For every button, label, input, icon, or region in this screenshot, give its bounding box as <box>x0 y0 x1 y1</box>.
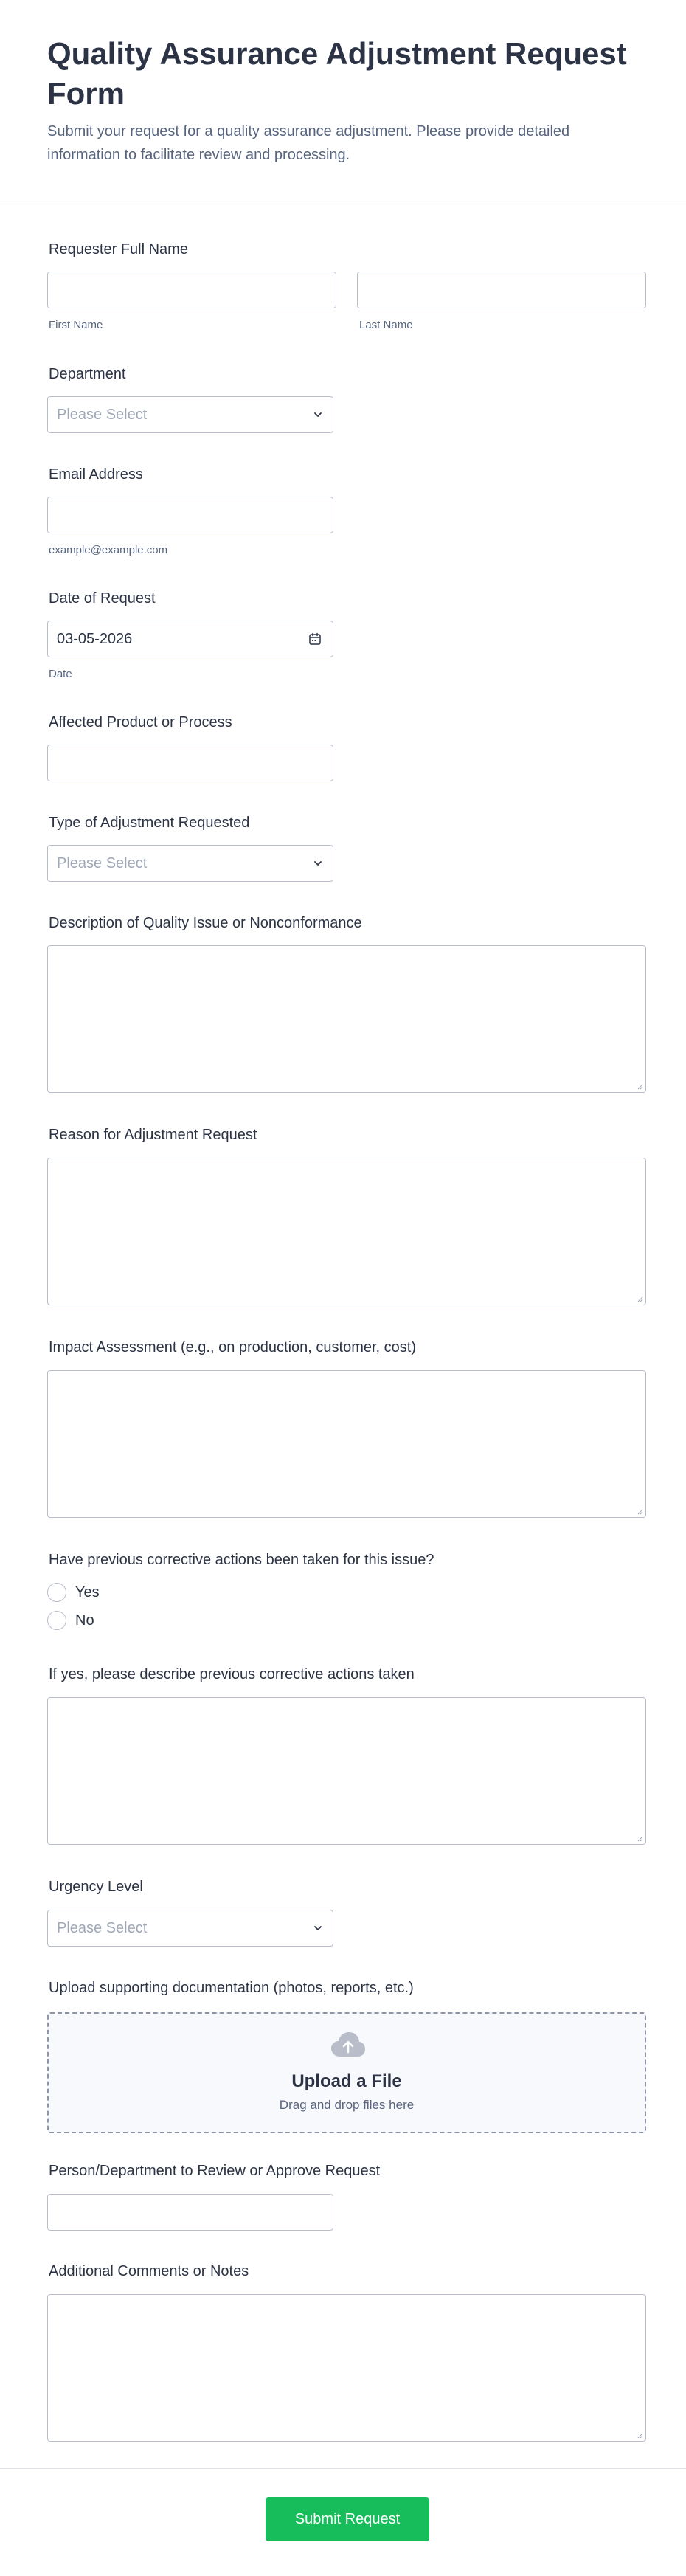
comments-textarea[interactable] <box>47 2294 646 2442</box>
adjustment-type-selected-value: Please Select <box>57 855 148 871</box>
reviewer-input[interactable] <box>48 2195 333 2230</box>
resize-grip-icon[interactable] <box>636 1834 643 1842</box>
previous-actions-description-label: If yes, please describe previous corrective actions taken <box>49 1666 415 1682</box>
date-value: 03-05-2026 <box>57 631 133 647</box>
chevron-down-icon <box>313 1924 322 1933</box>
requester-name-label: Requester Full Name <box>49 241 188 258</box>
impact-textarea[interactable] <box>47 1370 646 1518</box>
issue-description-label: Description of Quality Issue or Nonconformance <box>49 915 362 931</box>
form-description: Submit your request for a quality assurance adjustment. Please provide detailed information to facilitate review and processing. <box>47 123 570 163</box>
email-field[interactable] <box>47 497 333 533</box>
cloud-upload-icon <box>330 2031 366 2058</box>
affected-product-input[interactable] <box>48 745 333 781</box>
calendar-icon[interactable] <box>308 632 322 646</box>
file-upload-dropzone[interactable] <box>47 2012 646 2133</box>
urgency-label: Urgency Level <box>49 1879 143 1895</box>
radio-button[interactable] <box>47 1611 66 1630</box>
reviewer-label: Person/Department to Review or Approve Request <box>49 2163 381 2179</box>
date-field[interactable] <box>47 621 333 657</box>
urgency-select[interactable] <box>47 1910 333 1947</box>
department-select[interactable] <box>47 396 333 433</box>
date-sublabel: Date <box>49 668 72 680</box>
affected-product-label: Affected Product or Process <box>49 714 232 731</box>
upload-subtitle: Drag and drop files here <box>279 2098 415 2112</box>
date-label: Date of Request <box>49 590 156 607</box>
form-header <box>0 0 686 204</box>
adjustment-type-label: Type of Adjustment Requested <box>49 815 250 831</box>
upload-label: Upload supporting documentation (photos, reports, etc.) <box>49 1980 414 1996</box>
resize-grip-icon[interactable] <box>636 1295 643 1302</box>
comments-label: Additional Comments or Notes <box>49 2263 249 2279</box>
chevron-down-icon <box>313 859 322 868</box>
chevron-down-icon <box>313 410 322 419</box>
resize-grip-icon[interactable] <box>636 1508 643 1515</box>
reason-label: Reason for Adjustment Request <box>49 1127 257 1143</box>
previous-actions-label: Have previous corrective actions been taken for this issue? <box>49 1552 434 1568</box>
last-name-input[interactable] <box>358 272 645 308</box>
radio-button[interactable] <box>47 1583 66 1602</box>
resize-grip-icon[interactable] <box>636 1082 643 1090</box>
first-name-sublabel: First Name <box>49 319 103 331</box>
department-label: Department <box>49 366 126 382</box>
radio-label-yes: Yes <box>75 1584 100 1600</box>
adjustment-type-select[interactable] <box>47 845 333 882</box>
form-title: Quality Assurance Adjustment Request Form <box>47 36 627 111</box>
email-sublabel: example@example.com <box>49 544 168 556</box>
issue-description-textarea[interactable] <box>47 945 646 1093</box>
previous-actions-description-textarea[interactable] <box>47 1697 646 1845</box>
reviewer-field[interactable] <box>47 2194 333 2231</box>
radio-option-no[interactable] <box>47 1611 195 1630</box>
last-name-sublabel: Last Name <box>359 319 413 331</box>
first-name-input[interactable] <box>48 272 336 308</box>
reason-textarea[interactable] <box>47 1158 646 1305</box>
impact-label: Impact Assessment (e.g., on production, customer, cost) <box>49 1339 416 1356</box>
department-selected-value: Please Select <box>57 407 148 423</box>
form-footer <box>0 2468 686 2576</box>
radio-option-yes[interactable] <box>47 1583 195 1602</box>
first-name-field[interactable] <box>47 272 336 308</box>
radio-label-no: No <box>75 1612 94 1629</box>
submit-button[interactable]: Submit Request <box>266 2497 429 2541</box>
email-input[interactable] <box>48 497 333 533</box>
last-name-field[interactable] <box>357 272 646 308</box>
email-label: Email Address <box>49 466 143 483</box>
affected-product-field[interactable] <box>47 745 333 781</box>
upload-title: Upload a File <box>291 2071 402 2091</box>
resize-grip-icon[interactable] <box>636 2431 643 2439</box>
urgency-selected-value: Please Select <box>57 1920 148 1936</box>
